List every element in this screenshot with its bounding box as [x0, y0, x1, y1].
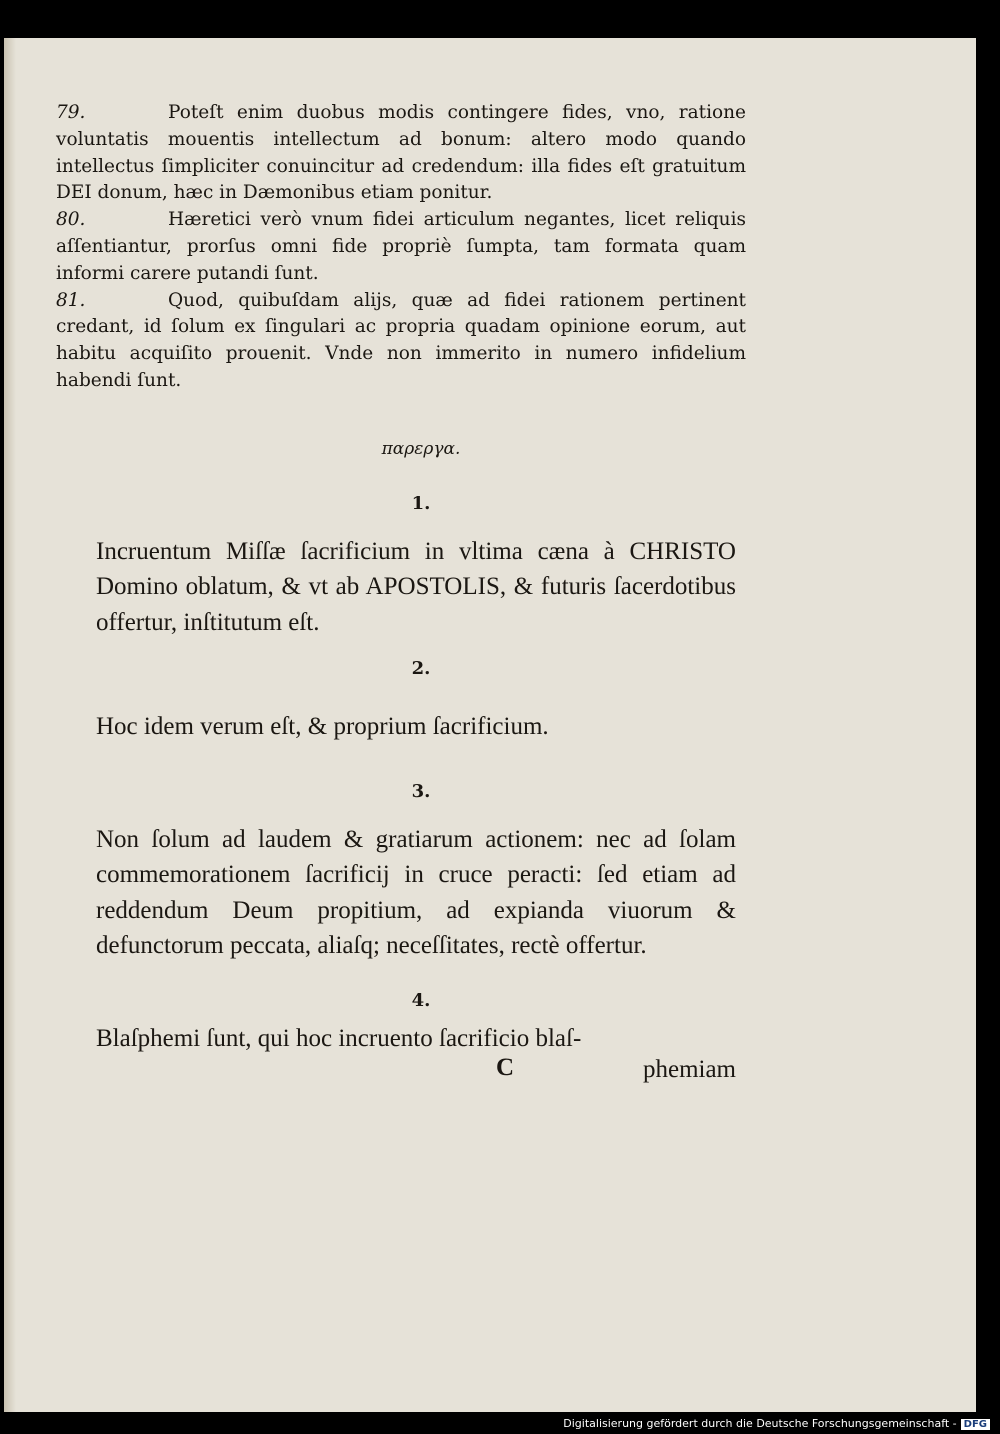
paragraph-number: 81.	[56, 289, 86, 311]
section-text-1: Incruentum Miſſæ ſacrificium in vltima cæna à CHRISTO Domino oblatum, & vt ab APOSTOLIS, & futuris ſacerdotibus offertur, inſtitutum eſt.	[96, 537, 736, 636]
section-text-2: Hoc idem verum eſt, & proprium ſacrificium.	[96, 713, 549, 741]
paragraph-79	[56, 100, 746, 207]
paragraph-80	[56, 207, 746, 287]
book-page	[4, 38, 976, 1412]
signature-row	[96, 1056, 736, 1092]
section-text-4: Blaſphemi ſunt, qui hoc incruento ſacrificio blaſ-	[96, 1024, 582, 1052]
footer-text: Digitalisierung gefördert durch die Deutsche Forschungsgemeinschaft -	[563, 1417, 957, 1430]
paragraph-number: 80.	[56, 209, 86, 231]
paragraph-number: 79.	[56, 102, 86, 123]
section-number: 4.	[411, 989, 431, 1011]
dfg-logo: DFG	[961, 1419, 990, 1430]
page-text-block	[56, 100, 746, 1092]
section-text-3: Non ſolum ad laudem & gratiarum actionem: nec ad ſolam commemorationem ſacrificij in cruce peracti: ſed etiam ad reddendum Deum propitium, ad expianda viuorum & defunctorum peccata, aliaſq; neceſſitates, rectè offertur.	[96, 825, 736, 960]
paragraph-text: Poteſt enim duobus modis contingere fides, vno, ratione voluntatis mouentis intellectum ad bonum: altero modo quando intellectus ſimpliciter conuincitur ad credendum: illa fides eſt gratuitum DEI donum, hæc in Dæmonibus etiam ponitur.	[56, 102, 746, 204]
paragraph-81	[56, 288, 746, 395]
paragraph-text: Quod, quibuſdam alijs, quæ ad fidei rationem pertinent credant, id ſolum ex ſingulari ac propria quadam opinione eorum, aut habitu acquiſito prouenit. Vnde non immerito in numero infidelium habendi ſunt.	[56, 289, 746, 391]
page-binding-edge	[4, 38, 16, 1412]
paragraph-text: Hæretici verò vnum fidei articulum negantes, licet reliquis aſſentiantur, prorſus omni fide propriè ſumpta, tam formata quam informi carere putandi ſunt.	[56, 209, 746, 284]
signature-mark: C	[496, 1054, 515, 1082]
section-number: 3.	[411, 780, 431, 802]
greek-heading: παρεργα.	[381, 438, 461, 459]
digitization-footer	[563, 1417, 990, 1430]
catchword: phemiam	[642, 1056, 736, 1084]
section-number: 1.	[411, 492, 431, 514]
section-number: 2.	[411, 658, 431, 680]
